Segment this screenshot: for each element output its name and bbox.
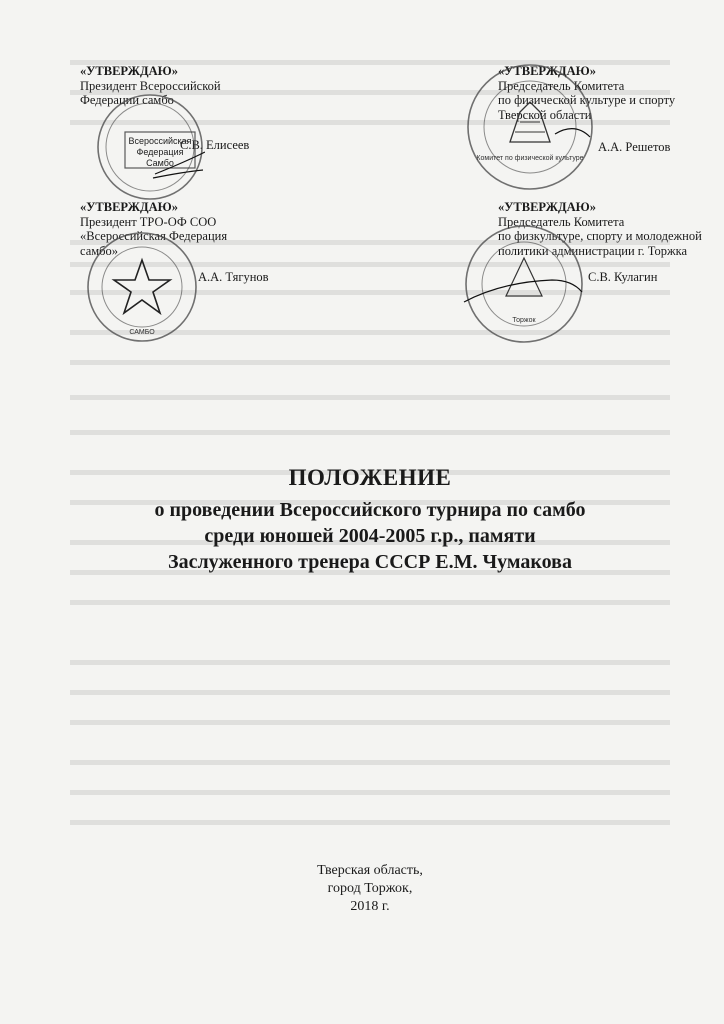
stamp-text: Федерация xyxy=(136,147,184,157)
approval-position-line: «Всероссийская Федерация xyxy=(80,229,228,243)
approval-position-line: Президент ТРО-ОФ СОО xyxy=(80,214,217,229)
document-subtitle-line: о проведении Всероссийского турнира по самбо xyxy=(154,499,586,521)
stamp-text: Торжок xyxy=(512,317,536,324)
document-title: ПОЛОЖЕНИЕ xyxy=(288,465,452,490)
approval-signer: А.А. Решетов xyxy=(598,140,671,154)
place-line: Тверская область, xyxy=(317,863,423,878)
committee-stamp-icon xyxy=(465,62,595,192)
document-title-block xyxy=(90,465,650,575)
document-subtitle-line: среди юношей 2004-2005 г.р., памяти xyxy=(204,525,536,547)
approval-signer: С.В. Елисеев xyxy=(180,137,250,152)
approval-position-line: Федерации самбо xyxy=(80,93,174,107)
document-place-date xyxy=(290,862,450,916)
stamp-text: Комитет по физической культуре xyxy=(476,155,584,162)
stamp-text: Всероссийская xyxy=(128,136,192,146)
star-stamp-icon xyxy=(85,230,200,345)
approval-heading: «УТВЕРЖДАЮ» xyxy=(498,64,596,78)
approval-position-line: Председатель Комитета xyxy=(498,214,625,229)
torzhok-stamp-icon xyxy=(462,222,587,347)
stamp-text: САМБО xyxy=(129,329,155,336)
approval-position-line: Председатель Комитета xyxy=(498,78,625,93)
approval-position-line: самбо» xyxy=(80,243,119,258)
approval-signer: С.В. Кулагин xyxy=(588,270,658,284)
approval-position-line: Тверской области xyxy=(498,107,592,122)
approval-position-line: политики администрации г. Торжка xyxy=(498,243,688,258)
document-subtitle-line: Заслуженного тренера СССР Е.М. Чумакова xyxy=(168,551,572,573)
approval-heading: «УТВЕРЖДАЮ» xyxy=(498,200,596,214)
stamp-text: Самбо xyxy=(146,158,174,168)
place-line: город Торжок, xyxy=(327,881,413,896)
approval-position-line: по физической культуре и спорту xyxy=(498,93,676,107)
year-line: 2018 г. xyxy=(350,899,390,914)
approval-heading: «УТВЕРЖДАЮ» xyxy=(80,200,178,214)
approval-signer: А.А. Тягунов xyxy=(198,270,269,284)
approval-position-line: по физкультуре, спорту и молодежной xyxy=(498,229,702,243)
federation-stamp-icon xyxy=(95,92,205,202)
approval-heading: «УТВЕРЖДАЮ» xyxy=(80,64,178,78)
approval-position-line: Президент Всероссийской xyxy=(80,78,221,93)
